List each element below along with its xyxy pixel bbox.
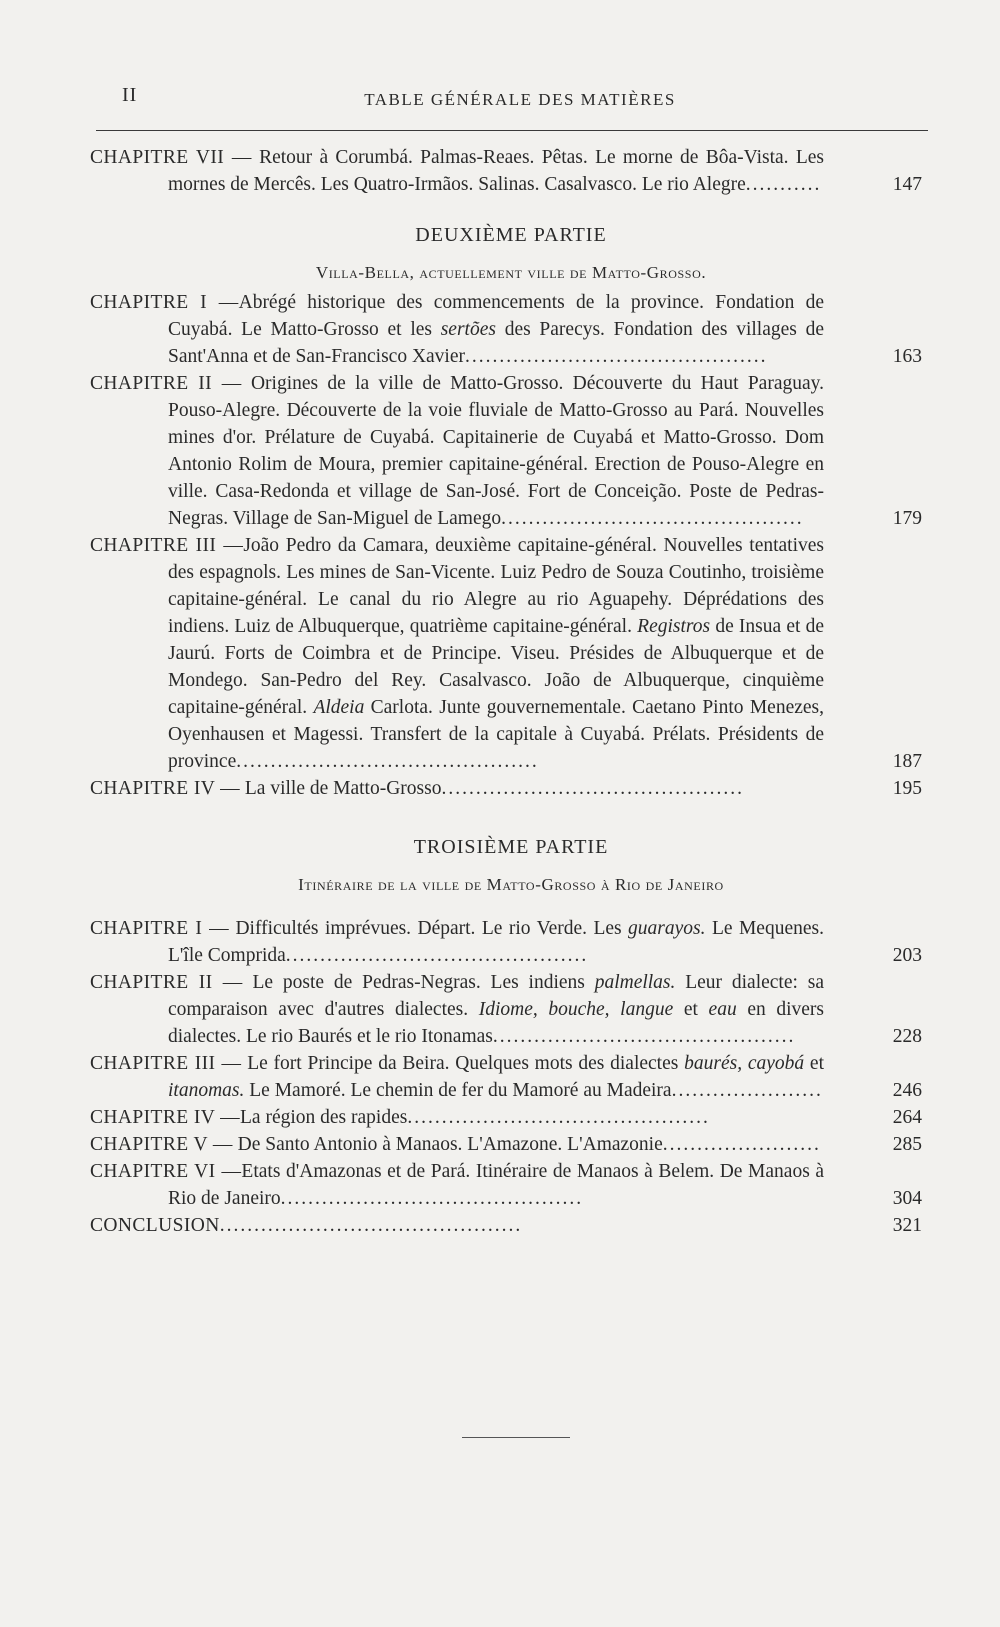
leader-dots: ............................................: [492, 1026, 796, 1047]
chapter-summary: Abrégé historique des commencements de la province. Fondation de Cuyabá. Le Matto-Grosso et les: [168, 292, 824, 340]
chapter-summary: La ville de Matto-Grosso: [240, 778, 442, 799]
chapter-summary: Retour à Corumbá. Palmas-Reaes. Pêtas. Le morne de Bôa-Vista. Les mornes de Mercês. Les Quatro-Irmãos. Salinas. Casalvasco. Le rio Alegre: [168, 147, 824, 195]
closing-rule: [462, 1437, 570, 1438]
toc-entry: [90, 370, 932, 532]
chapter-summary-cont: et: [673, 999, 709, 1020]
chapter-summary-cont: Carlota. Junte gouvernementale. Caetano Pinto Menezes, Oyenhausen et Magessi. Transfert de la capitale à Cuyabá. Prélats. Présidents de province: [168, 697, 824, 772]
italic-term: palmellas.: [594, 972, 676, 993]
toc-entry: [90, 1104, 932, 1131]
chapter-label: CHAPITRE VI —: [90, 1161, 242, 1182]
toc-entry: [90, 1050, 932, 1104]
leader-dots: ............................................: [219, 1215, 523, 1236]
italic-term: baurés, cayobá: [684, 1053, 805, 1074]
italic-term: guarayos.: [628, 918, 706, 939]
toc-entry: [90, 775, 932, 802]
chapter-summary-cont: Le Mequenes. L'île Comprida: [168, 918, 824, 966]
toc-entry-conclusion: [90, 1212, 932, 1239]
toc-entry: [90, 1131, 932, 1158]
part-title: DEUXIÈME PARTIE: [415, 224, 607, 246]
page-ref: 321: [892, 1215, 922, 1236]
toc-entry: [90, 915, 932, 969]
leader-dots: ............................................: [285, 945, 589, 966]
page-number: II: [122, 84, 138, 106]
chapter-summary: De Santo Antonio à Manaos. L'Amazone. L'Amazonie: [232, 1134, 663, 1155]
toc-entry: [90, 144, 932, 198]
chapter-summary: Origines de la ville de Matto-Grosso. Découverte du Haut Paraguay. Pouso-Alegre. Découverte de la voie fluviale de Matto-Grosso au Pará. Nouvelles mines d'or. Prélature de Cuyabá. Capitainerie de Cuyabá et Matto-Grosso. Dom Antonio Rolim de Moura, premier capitaine-général. Erection de Pouso-Alegre en ville. Casa-Redonda et village de San-José. Fort de Conceição. Poste de Pedras-Negras. Village de San-Miguel de Lamego: [168, 373, 825, 529]
chapter-label: CONCLUSION: [90, 1215, 220, 1236]
part-subtitle: Itinéraire de la ville de Matto-Grosso à Rio de Janeiro: [298, 875, 724, 894]
page-ref: 264: [892, 1107, 922, 1128]
italic-term: Aldeia: [313, 697, 365, 718]
chapter-summary-cont: Leur dialecte: sa comparaison avec d'autres dialectes.: [168, 972, 824, 1020]
chapter-label: CHAPITRE VII —: [90, 147, 252, 168]
italic-term: Registros: [637, 616, 711, 637]
chapter-summary-cont: Le Mamoré. Le chemin de fer du Mamoré au Madeira: [244, 1080, 672, 1101]
leader-dots: ............................................: [280, 1188, 584, 1209]
page-ref: 228: [892, 1026, 922, 1047]
italic-term: itanomas.: [168, 1080, 245, 1101]
italic-term: sertões: [440, 319, 496, 340]
page-ref: 203: [892, 945, 922, 966]
chapter-label: CHAPITRE II —: [90, 373, 242, 394]
italic-term: eau: [708, 999, 737, 1020]
toc-entry: [90, 969, 932, 1050]
leader-dots: .......................: [662, 1134, 821, 1155]
chapter-label: CHAPITRE III —: [90, 535, 244, 556]
leader-dots: ............................................: [236, 751, 539, 772]
chapter-summary: Etats d'Amazonas et de Pará. Itinéraire de Manaos à Belem. De Manaos à Rio de Janeiro: [168, 1161, 825, 1209]
table-of-contents: [90, 144, 932, 1239]
page-ref: 187: [892, 751, 922, 772]
page-ref: 179: [892, 508, 922, 529]
leader-dots: ............................................: [501, 508, 804, 529]
chapter-summary-cont: des Parecys. Fondation des villages de Sant'Anna et de San-Francisco Xavier: [168, 319, 824, 367]
leader-dots: ............................................: [407, 1107, 710, 1128]
page-ref: 246: [892, 1080, 922, 1101]
chapter-summary: João Pedro da Camara, deuxième capitaine-général. Nouvelles tentatives des espagnols. Les mines de San-Vicente. Luiz Pedro de Souza Coutinho, troisième capitaine-général. Le canal du rio Alegre au rio Aguapehy. Déprédations des indiens. Luiz de Albuquerque, quatrième capitaine-général.: [168, 535, 824, 637]
leader-dots: ............................................: [465, 346, 768, 367]
chapter-summary-cont: de Insua et de Jaurú. Forts de Coimbra et de Principe. Viseu. Présides de Albuquerque et de Mondego. San-Pedro del Rey. Casalvasco. João de Albuquerque, cinquième capitaine-général.: [168, 616, 825, 718]
leader-dots: ............................................: [441, 778, 744, 799]
leader-dots: ...........: [745, 174, 822, 195]
chapter-summary: Le fort Principe da Beira. Quelques mots des dialectes: [241, 1053, 685, 1074]
chapter-label: CHAPITRE IV —: [90, 778, 241, 799]
italic-term: Idiome, bouche, langue: [478, 999, 674, 1020]
page-header: [120, 84, 920, 114]
leader-dots: ......................: [671, 1080, 823, 1101]
toc-entry: [90, 1158, 932, 1212]
page-ref: 147: [892, 174, 922, 195]
page-ref: 163: [892, 346, 922, 367]
chapter-label: CHAPITRE I —: [90, 918, 230, 939]
chapter-summary-cont: et: [804, 1053, 824, 1074]
page-ref: 285: [892, 1134, 922, 1155]
chapter-summary: La région des rapides: [240, 1107, 408, 1128]
toc-entry: [90, 289, 932, 370]
chapter-summary: Difficultés imprévues. Départ. Le rio Verde. Les: [229, 918, 629, 939]
chapter-summary-cont: en divers dialectes. Le rio Baurés et le rio Itonamas: [168, 999, 824, 1047]
page-ref: 304: [892, 1188, 922, 1209]
part-subtitle: Villa-Bella, actuellement ville de Matto-Grosso.: [315, 263, 707, 282]
header-rule: [96, 130, 928, 131]
page-ref: 195: [892, 778, 922, 799]
running-title: TABLE GÉNÉRALE DES MATIÈRES: [364, 90, 676, 109]
part-title: TROISIÈME PARTIE: [413, 836, 609, 858]
chapter-summary: Le poste de Pedras-Negras. Les indiens: [242, 972, 595, 993]
chapter-label: CHAPITRE IV —: [90, 1107, 241, 1128]
chapter-label: CHAPITRE I —: [90, 292, 239, 313]
chapter-label: CHAPITRE V —: [90, 1134, 233, 1155]
chapter-label: CHAPITRE II —: [90, 972, 243, 993]
toc-entry: [90, 532, 932, 775]
chapter-label: CHAPITRE III —: [90, 1053, 242, 1074]
